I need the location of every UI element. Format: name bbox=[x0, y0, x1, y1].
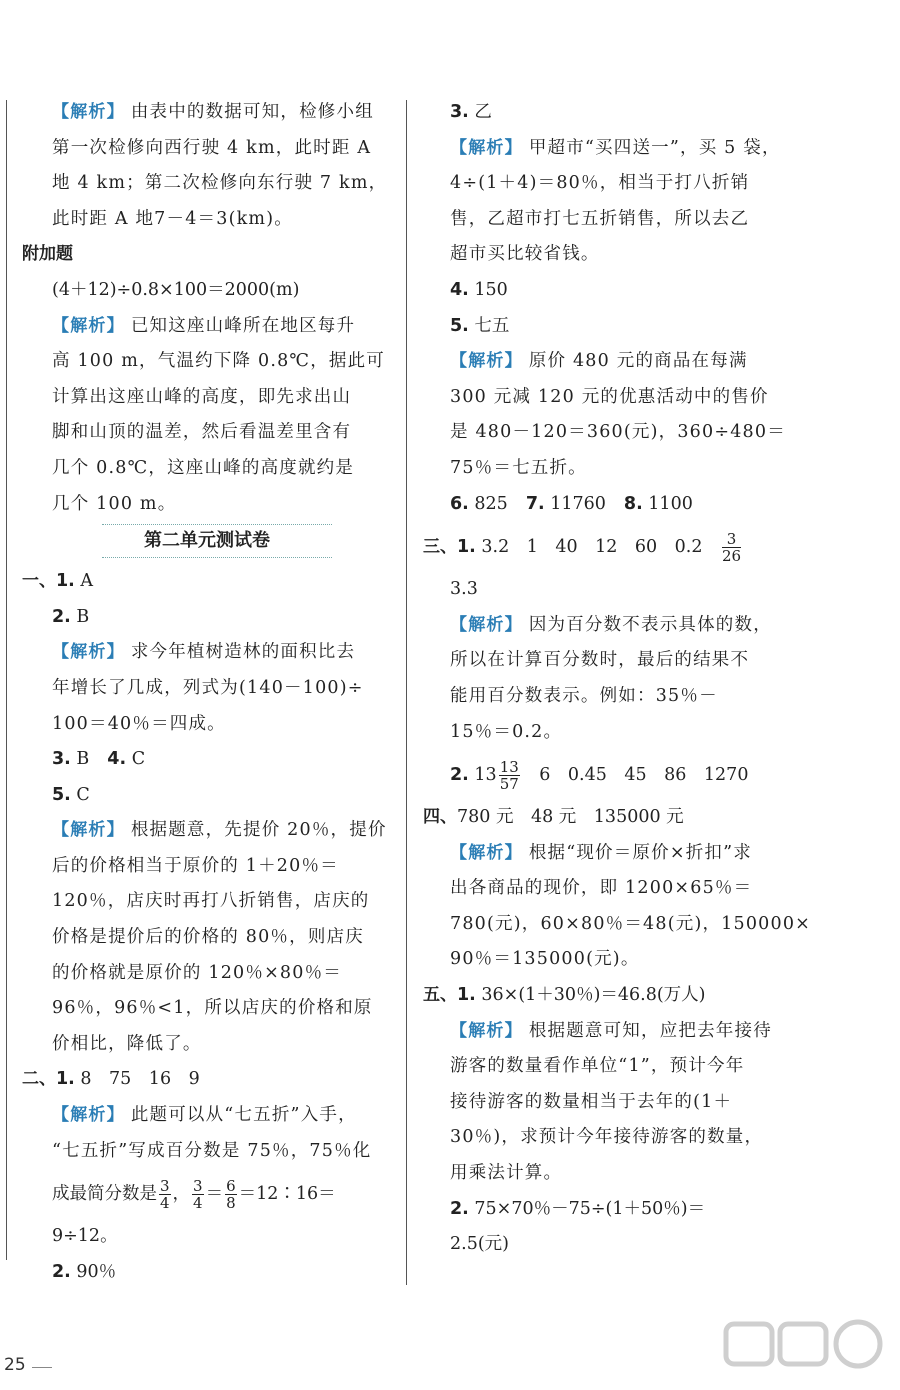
text-line: 出各商品的现价，即 1200×65％＝ bbox=[450, 878, 753, 899]
text-line: 价格是提价后的价格的 80％，则店庆 bbox=[52, 927, 364, 948]
analysis-block: 【解析】 此题可以从“七五折”入手， bbox=[22, 1098, 392, 1134]
analysis-block: 【解析】 已知这座山峰所在地区每升 bbox=[22, 309, 392, 345]
analysis-block: 【解析】 根据题意可知，应把去年接待 bbox=[450, 1014, 850, 1050]
text-line: 地 4 km；第二次检修向东行驶 7 km， bbox=[52, 173, 388, 194]
answer-line: 5. 七五 bbox=[450, 315, 510, 336]
answer-line: 2. 90％ bbox=[52, 1261, 117, 1282]
analysis-block: 【解析】 求今年植树造林的面积比去 bbox=[22, 635, 392, 671]
left-margin-rule bbox=[6, 100, 7, 1260]
text-line: 超市买比较省钱。 bbox=[450, 244, 600, 265]
answer-line: 2. 13 $\frac{13}{57}$ 6 0.45 45 86 1270 bbox=[450, 758, 749, 794]
text-line: 的价格就是原价的 120％×80％＝ bbox=[52, 962, 342, 983]
answer-line: 2.5(元) bbox=[450, 1234, 509, 1255]
text-line: 120％，店庆时再打八折销售，店庆的 bbox=[52, 891, 370, 912]
column-divider bbox=[406, 100, 407, 1285]
analysis-block: 【解析】 原价 480 元的商品在每满 bbox=[450, 344, 850, 380]
text-line: 780(元)，60×80％＝48(元)，150000× bbox=[450, 913, 812, 934]
answer-line: 5. C bbox=[52, 784, 90, 805]
fraction: $\frac{13}{57}$ bbox=[499, 758, 519, 794]
fraction: $\frac{3}{4}$ bbox=[160, 1177, 170, 1213]
answer-line: 4. 150 bbox=[450, 279, 508, 300]
analysis-tag: 【解析】 bbox=[450, 1020, 523, 1041]
analysis-tag: 【解析】 bbox=[450, 351, 523, 372]
text-line: 游客的数量看作单位“1”，预计今年 bbox=[450, 1056, 745, 1077]
page-number: 25 bbox=[4, 1355, 26, 1375]
text-line: 价相比，降低了。 bbox=[52, 1033, 202, 1054]
text-line: 此时距 A 地7－4＝3(km)。 bbox=[52, 208, 293, 229]
text-line: 是 480－120＝360(元)，360÷480＝ bbox=[450, 422, 786, 443]
unit-title: 第二单元测试卷 bbox=[22, 522, 392, 564]
answer-line: 三、1. 3.2 1 40 12 60 0.2 $\frac{3}{26}$ bbox=[423, 530, 742, 566]
answer-line: 五、1. 36×(1＋30％)＝46.8(万人) bbox=[423, 985, 706, 1006]
text-line: 15％＝0.2。 bbox=[450, 721, 563, 742]
analysis-tag: 【解析】 bbox=[450, 842, 523, 863]
answer-line: 6. 825 7. 11760 8. 1100 bbox=[450, 493, 693, 514]
answer-line: 3. B 4. C bbox=[52, 749, 146, 770]
analysis-tag: 【解析】 bbox=[52, 315, 125, 336]
text-line: 30％)，求预计今年接待游客的数量， bbox=[450, 1127, 764, 1148]
text-line: 300 元减 120 元的优惠活动中的售价 bbox=[450, 386, 769, 407]
text-line: 售，乙超市打七五折销售，所以去乙 bbox=[450, 208, 750, 229]
text-line: 所以在计算百分数时，最后的结果不 bbox=[450, 650, 750, 671]
analysis-tag: 【解析】 bbox=[52, 820, 125, 841]
text-line: 96％，96％<1，所以店庆的价格和原 bbox=[52, 998, 373, 1019]
fraction: $\frac{6}{8}$ bbox=[226, 1177, 236, 1213]
text-line: 脚和山顶的温差，然后看温差里含有 bbox=[52, 422, 352, 443]
analysis-block: 【解析】 根据题意，先提价 20％，提价 bbox=[22, 813, 392, 849]
analysis-tag: 【解析】 bbox=[450, 137, 523, 158]
text-line: 第一次检修向西行驶 4 km，此时距 A bbox=[52, 137, 372, 158]
extra-question-formula: (4＋12)÷0.8×100＝2000(m) bbox=[52, 279, 300, 300]
page-number-rule bbox=[32, 1367, 52, 1368]
fraction: $\frac{3}{4}$ bbox=[193, 1177, 203, 1213]
text-line: 75％＝七五折。 bbox=[450, 457, 587, 478]
right-column bbox=[423, 95, 850, 1263]
watermark-logo bbox=[722, 1318, 892, 1386]
text-line: 用乘法计算。 bbox=[450, 1163, 563, 1184]
analysis-tag: 【解析】 bbox=[450, 614, 523, 635]
text-line: 4÷(1＋4)＝80％，相当于打八折销 bbox=[450, 173, 750, 194]
answer-line: 一、1. A bbox=[22, 571, 94, 592]
text-line: 后的价格相当于原价的 1＋20％＝ bbox=[52, 855, 339, 876]
answer-line: 四、780 元 48 元 135000 元 bbox=[423, 807, 684, 828]
analysis-block: 【解析】 甲超市“买四送一”，买 5 袋， bbox=[450, 131, 850, 167]
text-line: 年增长了几成，列式为(140－100)÷ bbox=[52, 677, 364, 698]
answer-line: 二、1. 8 75 16 9 bbox=[22, 1069, 200, 1090]
answer-line: 2. B bbox=[52, 606, 90, 627]
left-column bbox=[22, 95, 392, 1290]
text-line: 9÷12。 bbox=[52, 1226, 118, 1247]
text-line: 几个 0.8℃，这座山峰的高度就约是 bbox=[52, 457, 355, 478]
fraction: $\frac{3}{26}$ bbox=[722, 530, 742, 566]
text-line: “七五折”写成百分数是 75％，75％化 bbox=[52, 1140, 372, 1161]
analysis-block: 【解析】 因为百分数不表示具体的数， bbox=[450, 608, 850, 644]
answer-line: 3. 乙 bbox=[450, 102, 492, 122]
analysis-tag: 【解析】 bbox=[52, 1105, 125, 1126]
text-line: 接待游客的数量相当于去年的(1＋ bbox=[450, 1091, 733, 1112]
text-line: 100＝40％＝四成。 bbox=[52, 713, 226, 734]
fraction-line: 成最简分数是 $\frac{3}{4}$ ， $\frac{3}{4}$ ＝ $\frac{6}{8}$ ＝12∶16＝ bbox=[52, 1177, 336, 1213]
text-line: 计算出这座山峰的高度，即先求出山 bbox=[52, 386, 352, 407]
text-line: 几个 100 m。 bbox=[52, 493, 177, 514]
analysis-tag: 【解析】 bbox=[52, 102, 125, 122]
text-line: 90％＝135000(元)。 bbox=[450, 949, 640, 970]
analysis-tag: 【解析】 bbox=[52, 642, 125, 663]
extra-question-title: 附加题 bbox=[22, 244, 73, 265]
answer-line: 2. 75×70％－75÷(1＋50％)＝ bbox=[450, 1198, 706, 1219]
text-line: 高 100 m，气温约下降 0.8℃，据此可 bbox=[52, 351, 385, 372]
analysis-block: 【解析】 根据“现价＝原价×折扣”求 bbox=[450, 836, 850, 872]
analysis-block: 【解析】 由表中的数据可知，检修小组 bbox=[22, 95, 392, 131]
text-line: 能用百分数表示。例如：35％－ bbox=[450, 685, 718, 706]
answer-line: 3.3 bbox=[450, 579, 478, 600]
